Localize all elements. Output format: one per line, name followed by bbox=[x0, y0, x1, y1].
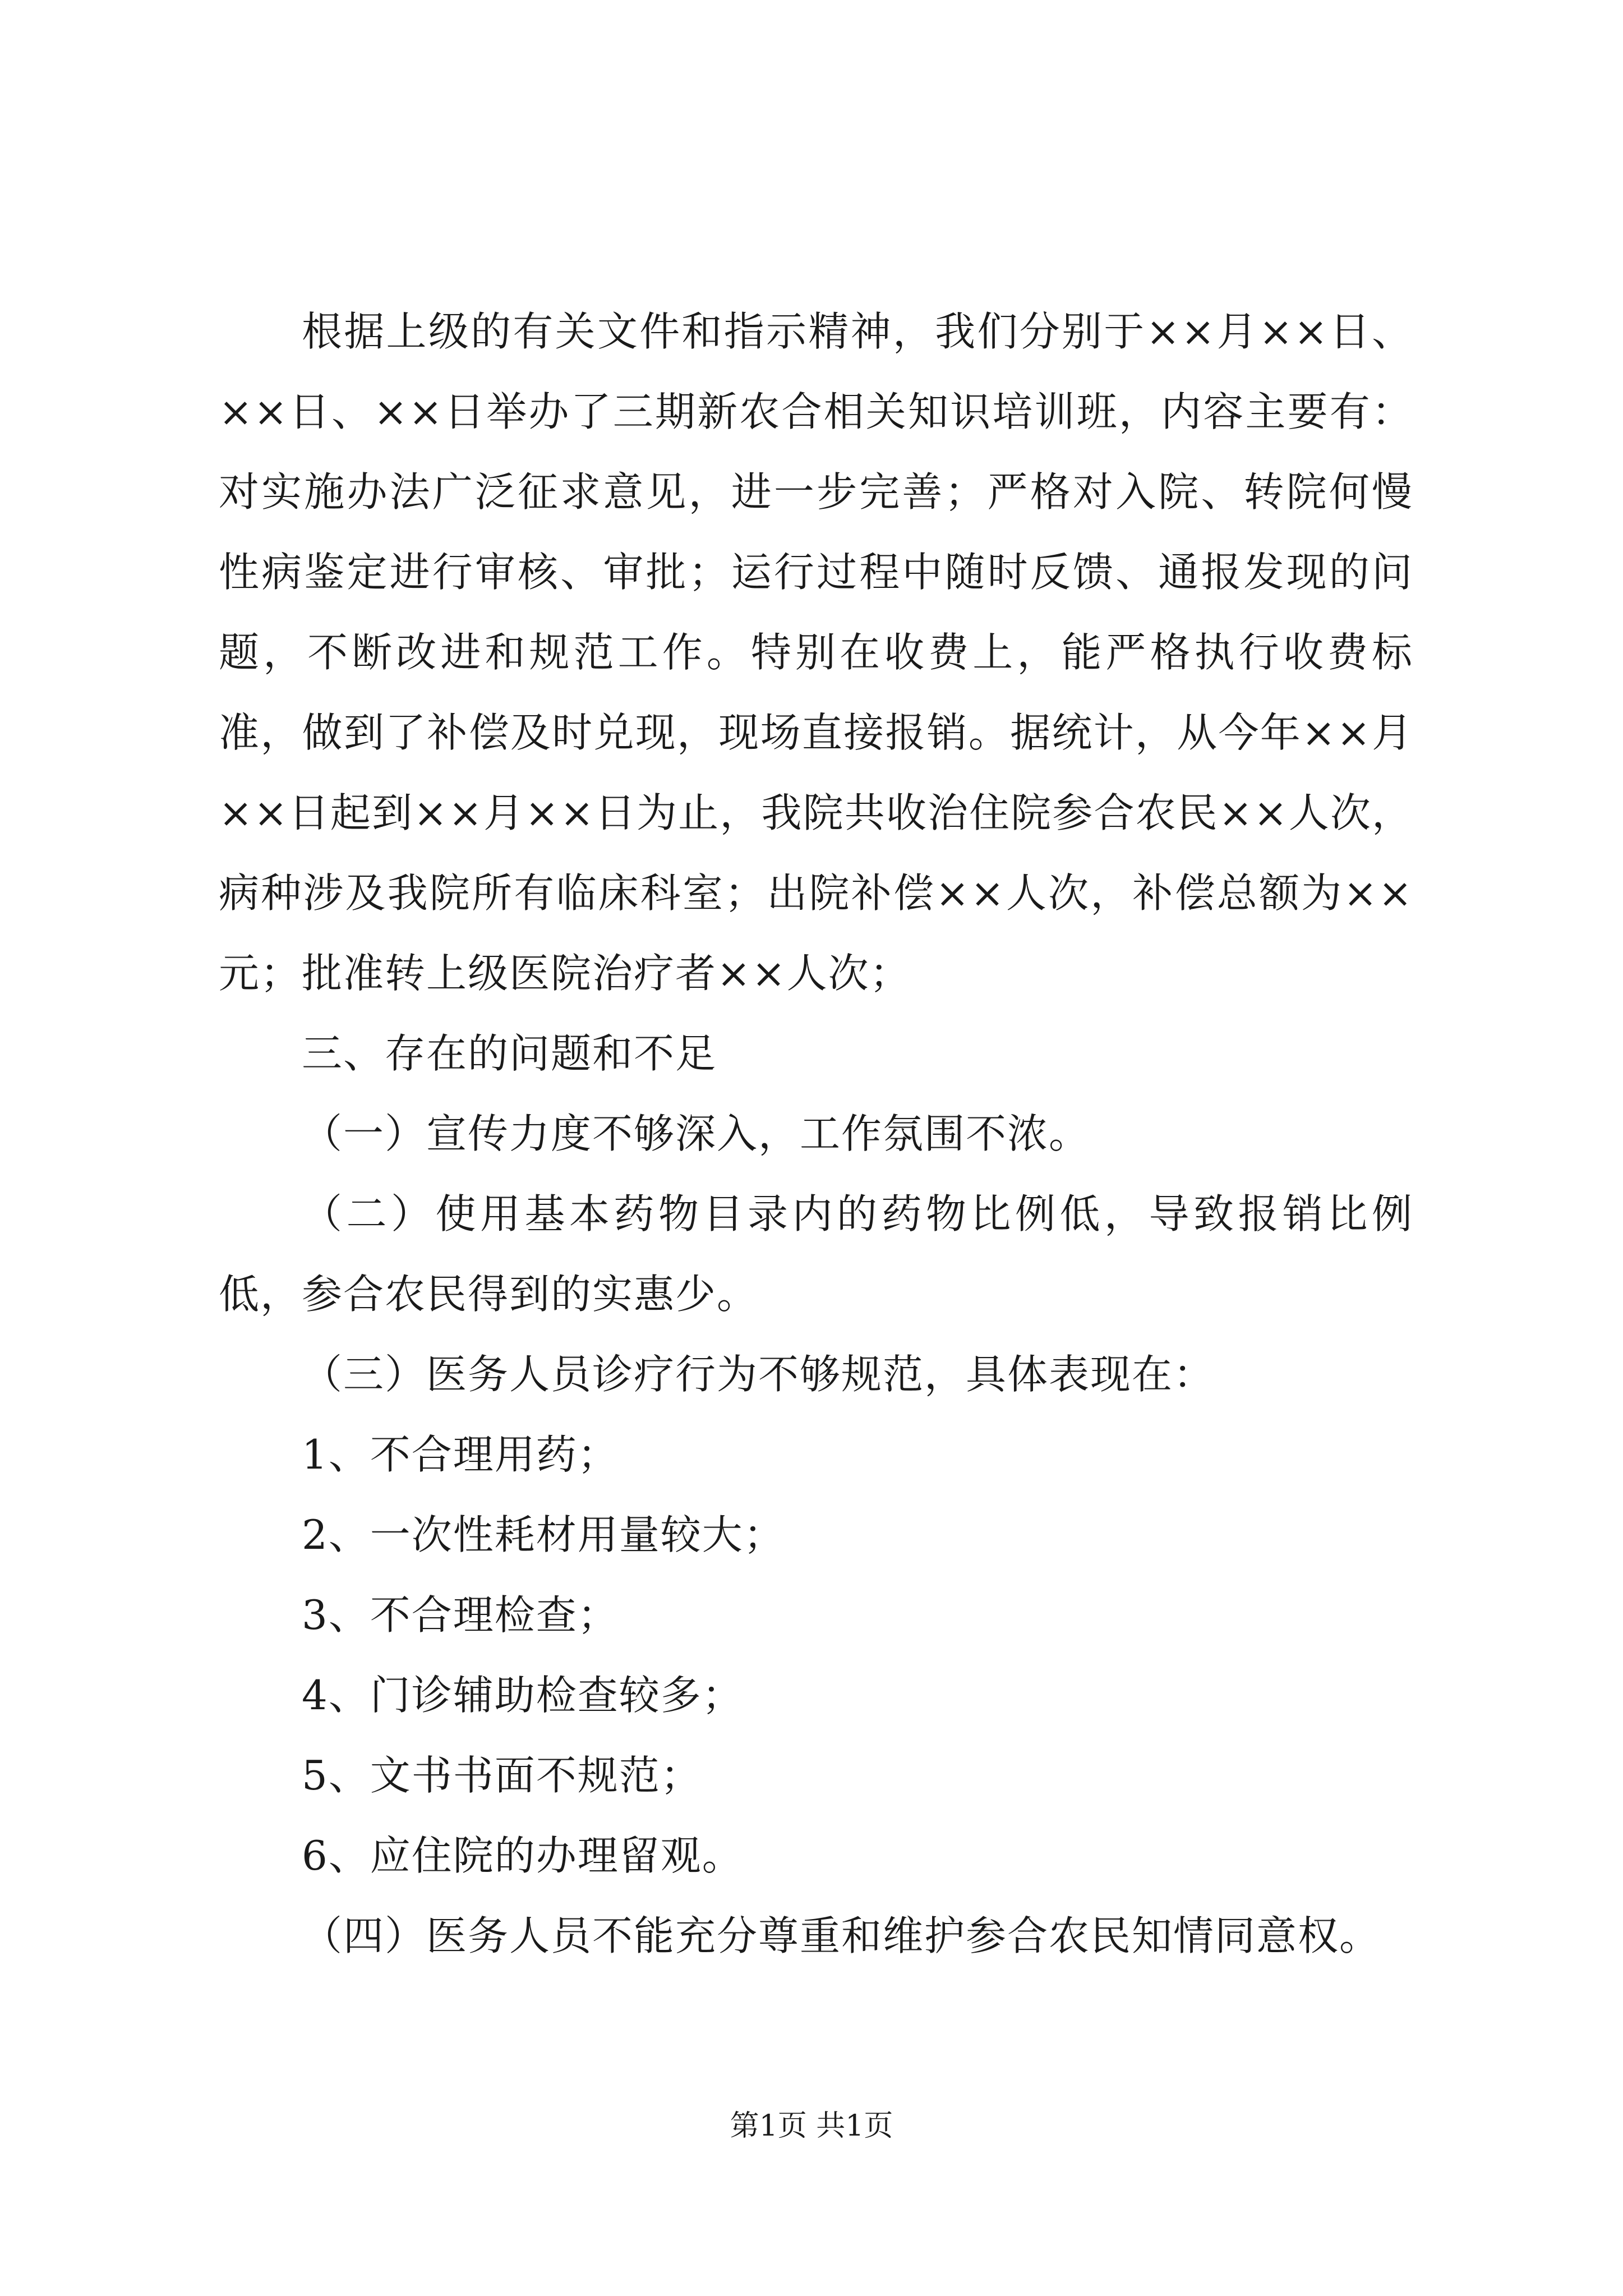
paragraph-problem-4: （四）医务人员不能充分尊重和维护参合农民知情同意权。 bbox=[302, 1912, 1381, 1959]
list-item-1: 1、不合理用药； bbox=[302, 1431, 619, 1478]
list-item-4: 4、门诊辅助检查较多； bbox=[302, 1672, 744, 1719]
list-item-5: 5、文书书面不规范； bbox=[302, 1752, 702, 1799]
document-body bbox=[219, 292, 1413, 1976]
paragraph-problem-3: （三）医务人员诊疗行为不够规范，具体表现在： bbox=[302, 1351, 1215, 1398]
paragraph-training-summary: 根据上级的有关文件和指示精神，我们分别于××月××日、××日、××日举办了三期新农合相关知识培训班，内容主要有：对实施办法广泛征求意见，进一步完善；严格对入院、转院何慢性病鉴定进行审核、审批；运行过程中随时反馈、通报发现的问题，不断改进和规范工作。特别在收费上，能严格执行收费标准，做到了补偿及时兑现，现场直接报销。据统计，从今年××月××日起到××月××日为止，我院共收治住院参合农民××人次，病种涉及我院所有临床科室；出院补偿××人次，补偿总额为××元；批准转上级医院治疗者××人次； bbox=[219, 308, 1413, 997]
list-item-2: 2、一次性耗材用量较大； bbox=[302, 1511, 785, 1558]
list-item-3: 3、不合理检查； bbox=[302, 1591, 619, 1639]
section-heading-problems: 三、存在的问题和不足 bbox=[302, 1030, 717, 1077]
list-item-6: 6、应住院的办理留观。 bbox=[302, 1832, 744, 1879]
page-number-footer: 第1页 共1页 bbox=[730, 2109, 893, 2143]
paragraph-problem-1: （一）宣传力度不够深入，工作氛围不浓。 bbox=[302, 1110, 1091, 1157]
paragraph-problem-2: （二）使用基本药物目录内的药物比例低，导致报销比例低，参合农民得到的实惠少。 bbox=[219, 1190, 1413, 1318]
